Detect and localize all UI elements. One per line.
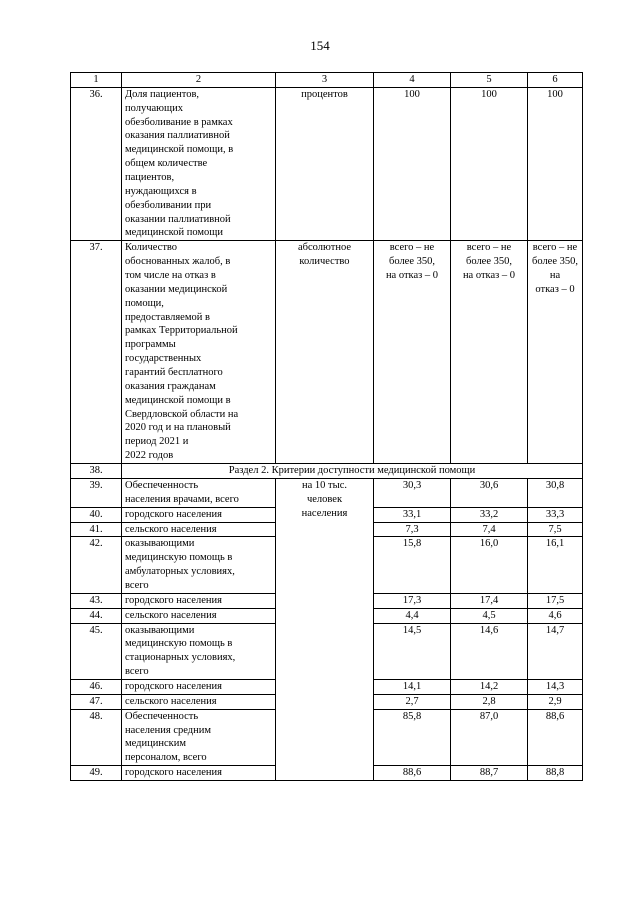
text-line: 2022 годов <box>125 450 174 462</box>
value-2022 <box>528 241 583 464</box>
row-number: 49. <box>71 766 122 781</box>
section-title: Раздел 2. Критерии доступности медицинской помощи <box>122 464 583 479</box>
indicator-name <box>122 241 276 464</box>
text-line: оказании паллиативной <box>125 213 231 225</box>
value-2022: 14,3 <box>528 679 583 694</box>
text-line: медицинскую помощь в <box>125 552 233 564</box>
text-line: Количество <box>125 242 178 254</box>
value-2021 <box>451 241 528 464</box>
value-2021: 33,2 <box>451 507 528 522</box>
row-number: 36. <box>71 87 122 240</box>
row-number: 43. <box>71 593 122 608</box>
value-2021: 4,5 <box>451 608 528 623</box>
value-2020: 4,4 <box>374 608 451 623</box>
text-line: пациентов, <box>125 172 175 184</box>
value-2020: 88,6 <box>374 766 451 781</box>
text-line: обоснованных жалоб, в <box>125 256 231 268</box>
unit-cell <box>276 478 374 780</box>
value-2021: 14,2 <box>451 679 528 694</box>
value-2020: 85,8 <box>374 709 451 765</box>
text-line: оказании медицинской <box>125 283 228 295</box>
unit-cell: процентов <box>276 87 374 240</box>
text-line: медицинской помощи, в <box>125 144 234 156</box>
text-line: более 350, <box>388 256 435 268</box>
text-line: рамках Территориальной <box>125 325 238 337</box>
text-line: медицинской помощи в <box>125 394 231 406</box>
value-2021: 14,6 <box>451 623 528 679</box>
text-line: человек <box>306 493 343 505</box>
value-2021: 17,4 <box>451 593 528 608</box>
value-2021: 2,8 <box>451 694 528 709</box>
text-line: количество <box>299 256 350 268</box>
value-2022: 7,5 <box>528 522 583 537</box>
row-number: 42. <box>71 537 122 593</box>
text-line: всего – не <box>466 242 512 254</box>
section-row <box>71 464 583 479</box>
value-2020 <box>374 241 451 464</box>
indicator-name: сельского населения <box>122 608 276 623</box>
text-line: всего <box>125 666 149 678</box>
column-header: 5 <box>451 73 528 88</box>
text-line: абсолютное <box>298 242 351 254</box>
text-line: на 10 тыс. <box>302 479 347 491</box>
column-header: 6 <box>528 73 583 88</box>
column-header: 2 <box>122 73 276 88</box>
row-number: 40. <box>71 507 122 522</box>
value-2020: 100 <box>374 87 451 240</box>
text-line: Обеспеченность <box>125 479 199 491</box>
row-number: 48. <box>71 709 122 765</box>
text-line: населения средним <box>125 724 211 736</box>
value-2021: 88,7 <box>451 766 528 781</box>
table-row <box>71 478 583 507</box>
indicator-name: сельского населения <box>122 522 276 537</box>
indicator-name <box>122 709 276 765</box>
indicator-name: городского населения <box>122 593 276 608</box>
table-header-row <box>71 73 583 88</box>
table-row <box>71 87 583 240</box>
text-line: предоставляемой в <box>125 311 210 323</box>
text-line: отказ – 0 <box>535 283 575 295</box>
text-line: государственных <box>125 353 202 365</box>
text-line: населения врачами, всего <box>125 493 239 505</box>
text-line: оказывающими <box>125 538 195 550</box>
text-line: амбулаторных условиях, <box>125 566 235 578</box>
value-2022: 88,8 <box>528 766 583 781</box>
text-line: получающих <box>125 102 183 114</box>
value-2022: 16,1 <box>528 537 583 593</box>
indicator-name: городского населения <box>122 766 276 781</box>
value-2021: 87,0 <box>451 709 528 765</box>
text-line: том числе на отказ в <box>125 270 216 282</box>
value-2022: 100 <box>528 87 583 240</box>
text-line: оказания паллиативной <box>125 130 230 142</box>
row-number: 39. <box>71 478 122 507</box>
value-2020: 15,8 <box>374 537 451 593</box>
text-line: нуждающихся в <box>125 185 197 197</box>
row-number: 41. <box>71 522 122 537</box>
value-2020: 30,3 <box>374 478 451 507</box>
text-line: помощи, <box>125 297 164 309</box>
text-line: более 350, на <box>531 256 578 282</box>
value-2020: 14,1 <box>374 679 451 694</box>
value-2022: 30,8 <box>528 478 583 507</box>
text-line: медицинскую помощь в <box>125 638 233 650</box>
row-number: 45. <box>71 623 122 679</box>
value-2022: 17,5 <box>528 593 583 608</box>
text-line: Доля пациентов, <box>125 88 200 100</box>
text-line: на отказ – 0 <box>385 270 439 282</box>
value-2021: 30,6 <box>451 478 528 507</box>
text-line: медицинской помощи <box>125 227 223 239</box>
text-line: на отказ – 0 <box>462 270 516 282</box>
text-line: персоналом, всего <box>125 752 207 764</box>
value-2022: 4,6 <box>528 608 583 623</box>
text-line: обезболивание в рамках <box>125 116 233 128</box>
text-line: оказания гражданам <box>125 380 216 392</box>
value-2022: 33,3 <box>528 507 583 522</box>
row-number: 47. <box>71 694 122 709</box>
row-number: 46. <box>71 679 122 694</box>
row-number: 44. <box>71 608 122 623</box>
text-line: программы <box>125 339 176 351</box>
column-header: 3 <box>276 73 374 88</box>
page-number: 154 <box>310 38 330 53</box>
indicator-name <box>122 623 276 679</box>
value-2021: 16,0 <box>451 537 528 593</box>
indicator-name <box>122 87 276 240</box>
value-2020: 14,5 <box>374 623 451 679</box>
text-line: Обеспеченность <box>125 710 199 722</box>
text-line: общем количестве <box>125 158 208 170</box>
text-line: Свердловской области на <box>125 408 239 420</box>
column-header: 4 <box>374 73 451 88</box>
table-row <box>71 241 583 464</box>
text-line: оказывающими <box>125 624 195 636</box>
value-2020: 17,3 <box>374 593 451 608</box>
value-2021: 7,4 <box>451 522 528 537</box>
text-line: всего <box>125 579 149 591</box>
unit-cell <box>276 241 374 464</box>
value-2022: 2,9 <box>528 694 583 709</box>
value-2021: 100 <box>451 87 528 240</box>
text-line: всего – не <box>532 242 578 254</box>
text-line: 2020 год и на плановый <box>125 422 231 434</box>
text-line: стационарных условиях, <box>125 652 236 664</box>
row-number: 37. <box>71 241 122 464</box>
indicator-name <box>122 478 276 507</box>
indicator-name: городского населения <box>122 507 276 522</box>
indicator-name <box>122 537 276 593</box>
indicators-table <box>70 72 583 781</box>
text-line: период 2021 и <box>125 436 189 448</box>
text-line: обезболивании при <box>125 199 212 211</box>
text-line: более 350, <box>465 256 512 268</box>
text-line: всего – не <box>389 242 435 254</box>
text-line: населения <box>301 507 348 519</box>
value-2020: 2,7 <box>374 694 451 709</box>
text-line: медицинским <box>125 738 187 750</box>
indicator-name: городского населения <box>122 679 276 694</box>
text-line: гарантий бесплатного <box>125 367 223 379</box>
indicator-name: сельского населения <box>122 694 276 709</box>
value-2022: 14,7 <box>528 623 583 679</box>
column-header: 1 <box>71 73 122 88</box>
value-2020: 7,3 <box>374 522 451 537</box>
row-number: 38. <box>71 464 122 479</box>
value-2020: 33,1 <box>374 507 451 522</box>
value-2022: 88,6 <box>528 709 583 765</box>
